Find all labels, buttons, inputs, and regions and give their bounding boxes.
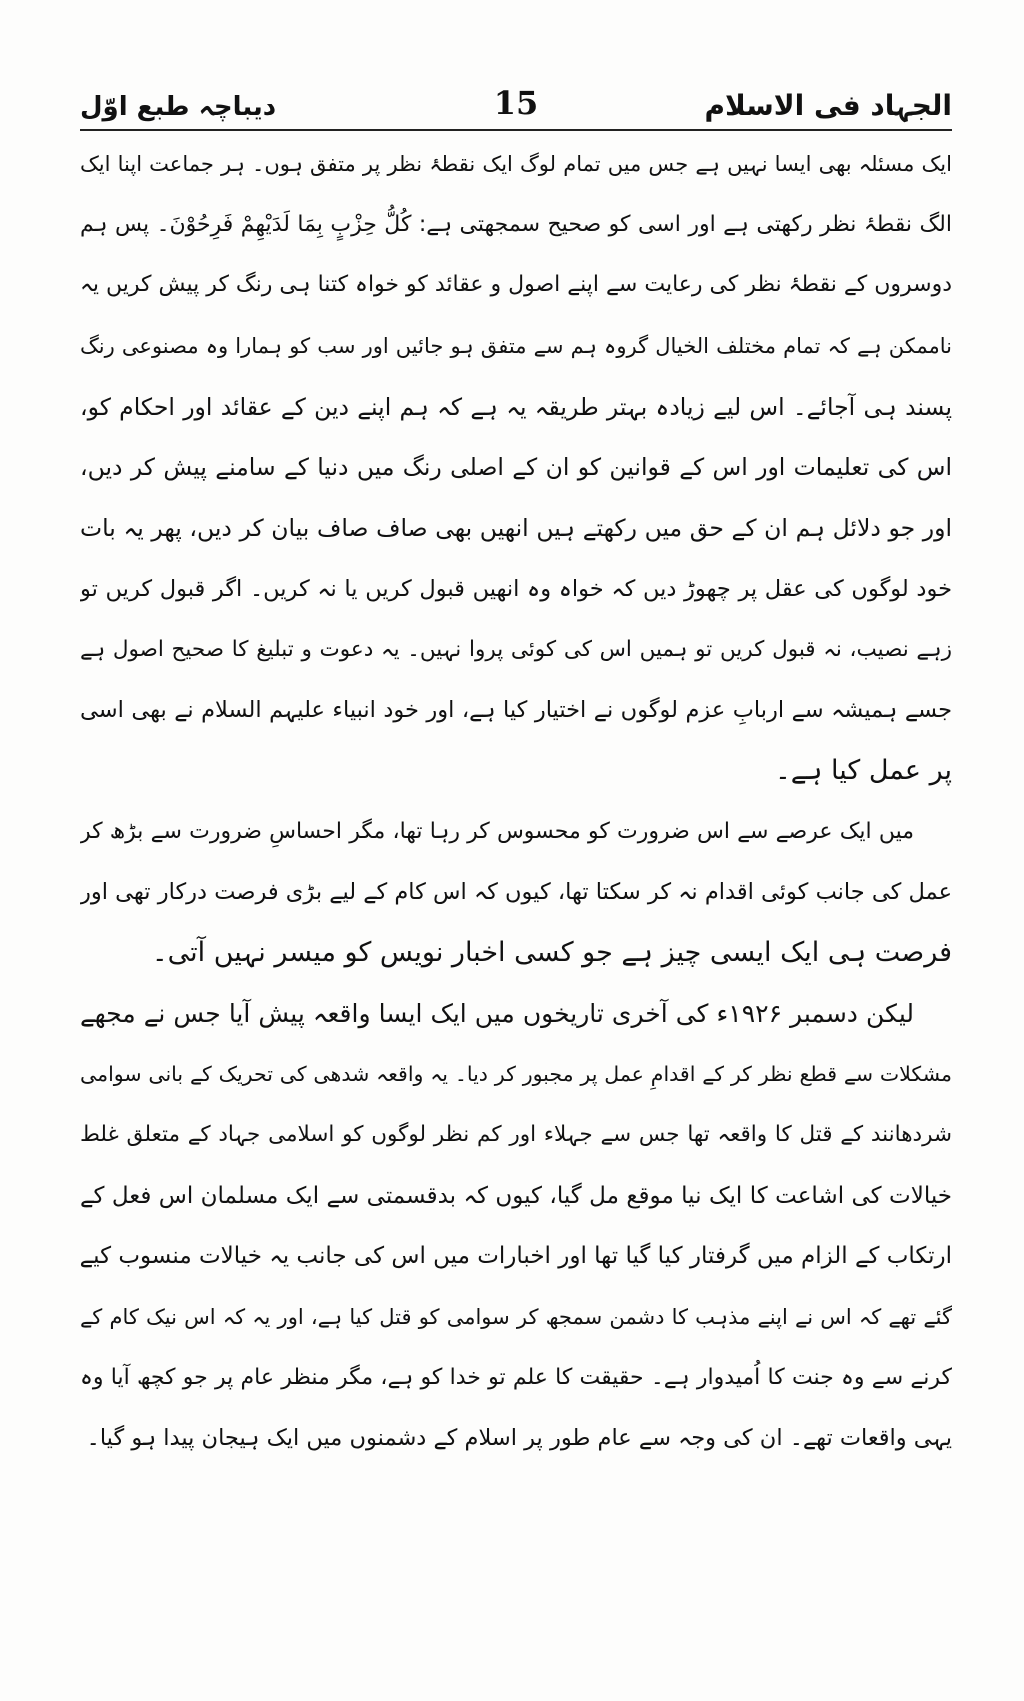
text-line: پسند ہی آجائے۔ اس لیے زیادہ بہتر طریقہ یہ ہے کہ ہم اپنے دین کے عقائد اور احکام کو، [80,392,952,421]
text-line: زہے نصیب، نہ قبول کریں تو ہمیں اس کی کوئی پروا نہیں۔ یہ دعوت و تبلیغ کا صحیح اصول ہے [80,636,952,662]
text-line: دوسروں کے نقطۂ نظر کی رعایت سے اپنے اصول و عقائد کو خواہ کتنا ہی رنگ کر پیش کریں یہ [80,272,952,298]
section-title: دیباچہ طبع اوّل [80,92,277,122]
text-line: میں ایک عرصے سے اس ضرورت کو محسوس کر رہا تھا، مگر احساسِ ضرورت سے بڑھ کر [80,818,914,844]
text-line: گئے تھے کہ اس نے اپنے مذہب کا دشمن سمجھ کر سوامی کو قتل کیا ہے، اور یہ کہ اس نیک کام کے [80,1305,952,1330]
text-line: خود لوگوں کی عقل پر چھوڑ دیں کہ خواہ وہ انھیں قبول کریں یا نہ کریں۔ اگر قبول کریں تو [80,575,952,602]
text-line: مشکلات سے قطع نظر کر کے اقدامِ عمل پر مجبور کر دیا۔ یہ واقعہ شدھی کی تحریک کے بانی سوامی [80,1062,952,1087]
text-line: الگ نقطۂ نظر رکھتی ہے اور اسی کو صحیح سمجھتی ہے: کُلُّ حِزْبٍ بِمَا لَدَیْهِمْ فَرِحُوْنَ۔ پس ہم [80,211,952,237]
text-line: پر عمل کیا ہے۔ [774,754,952,786]
text-line: ارتکاب کے الزام میں گرفتار کیا گیا تھا اور اخبارات میں اس کی جانب یہ خیالات منسوب کیے [80,1243,952,1270]
text-line: فرصت ہی ایک ایسی چیز ہے جو کسی اخبار نویس کو میسر نہیں آتی۔ [151,936,952,968]
text-line: جسے ہمیشہ سے اربابِ عزم لوگوں نے اختیار کیا ہے، اور خود انبیاء علیہم السلام نے بھی اسی [80,697,952,724]
book-title: الجہاد فی الاسلام [704,89,952,122]
text-line: لیکن دسمبر ۱۹۲۶ء کی آخری تاریخوں میں ایک ایسا واقعہ پیش آیا جس نے مجھے [80,998,914,1028]
text-line: اس کی تعلیمات اور اس کے قوانین کو ان کے اصلی رنگ میں دنیا کے سامنے پیش کر دیں، [80,453,952,482]
text-line: ناممکن ہے کہ تمام مختلف الخیال گروہ ہم سے متفق ہو جائیں اور سب کو ہمارا وہ مصنوعی رنگ [80,334,952,359]
page-number: 15 [493,84,539,122]
text-line: یہی واقعات تھے۔ ان کی وجہ سے عام طور پر اسلام کے دشمنوں میں ایک ہیجان پیدا ہو گیا۔ [86,1425,952,1452]
text-line: اور جو دلائل ہم ان کے حق میں رکھتے ہیں انھیں بھی صاف صاف بیان کر دیں، پھر یہ بات [80,514,952,543]
header-rule [80,129,952,131]
page-body [80,134,952,1469]
text-line: ایک مسئلہ بھی ایسا نہیں ہے جس میں تمام لوگ ایک نقطۂ نظر پر متفق ہوں۔ ہر جماعت اپنا ایک [80,152,952,176]
text-line: شردھانند کے قتل کا واقعہ تھا جس سے جہلاء اور کم نظر لوگوں کو اسلامی جہاد کے متعلق غلط [80,1122,952,1147]
text-line: خیالات کی اشاعت کا ایک نیا موقع مل گیا، کیوں کہ بدقسمتی سے ایک مسلمان اس فعل کے [80,1182,952,1209]
page-header [80,72,952,122]
text-line: کرنے سے وہ جنت کا اُمیدوار ہے۔ حقیقت کا علم تو خدا کو ہے، مگر منظر عام پر جو کچھ آیا وہ [80,1364,952,1390]
text-line: عمل کی جانب کوئی اقدام نہ کر سکتا تھا، کیوں کہ اس کام کے لیے بڑی فرصت درکار تھی اور [80,879,952,906]
